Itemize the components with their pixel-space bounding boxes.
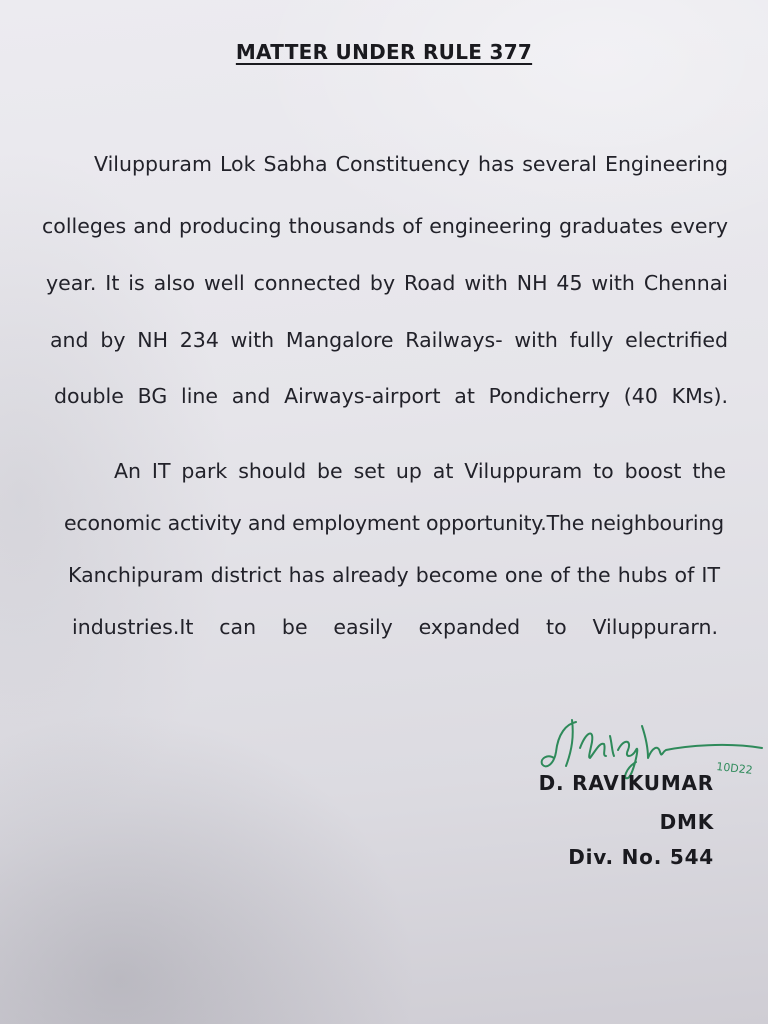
paragraph-line: colleges and producing thousands of engineering graduates every (42, 214, 728, 238)
handwritten-date: 10D22 (715, 760, 754, 777)
paragraph-line: double BG line and Airways-airport at Pondicherry (40 KMs). (54, 384, 728, 408)
signatory-party: DMK (659, 810, 714, 834)
paragraph-line: economic activity and employment opportunity.The neighbouring (64, 511, 724, 535)
document-title: MATTER UNDER RULE 377 (235, 40, 533, 64)
paragraph-line: and by NH 234 with Mangalore Railways- with fully electrified (50, 328, 728, 352)
paragraph-line: Viluppuram Lok Sabha Constituency has several Engineering (94, 152, 728, 176)
paragraph-line: Kanchipuram district has already become one of the hubs of IT (68, 563, 720, 587)
signatory-division: Div. No. 544 (568, 845, 714, 869)
paragraph-line: industries.It can be easily expanded to Viluppurarn. (72, 615, 718, 639)
signatory-name: D. RAVIKUMAR (538, 771, 714, 795)
paragraph-line: year. It is also well connected by Road with NH 45 with Chennai (46, 271, 728, 295)
paragraph-line: An IT park should be set up at Viluppuram to boost the (114, 459, 726, 483)
